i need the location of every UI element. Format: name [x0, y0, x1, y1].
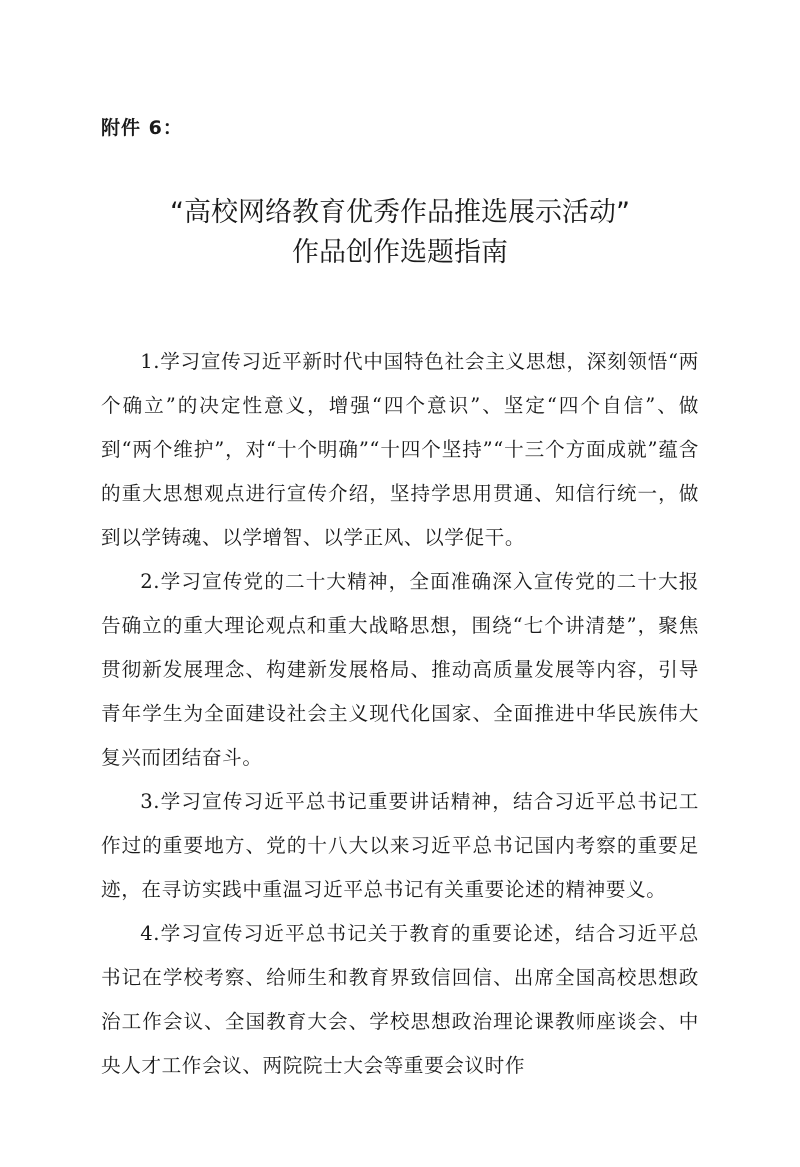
- document-title-line-1: “高校网络教育优秀作品推选展示活动”: [170, 197, 630, 228]
- paragraph-4: 4.学习宣传习近平总书记关于教育的重要论述，结合习近平总书记在学校考察、给师生和教育界致信回信、出席全国高校思想政治工作会议、全国教育大会、学校思想政治理论课教师座谈会、中央人才工作会议、两院院士大会等重要会议时作: [101, 922, 699, 1077]
- paragraph-1: 1.学习宣传习近平新时代中国特色社会主义思想，深刻领悟“两个确立”的决定性意义，增强“四个意识”、坚定“四个自信”、做到“两个维护”，对“十个明确”“十四个坚持”“十三个方面成就”蕴含的重大思想观点进行宣传介绍，坚持学思用贯通、知信行统一，做到以学铸魂、以学增智、以学正风、以学促干。: [101, 350, 699, 549]
- paragraph-2: 2.学习宣传党的二十大精神，全面准确深入宣传党的二十大报告确立的重大理论观点和重大战略思想，围绕“七个讲清楚”，聚焦贯彻新发展理念、构建新发展格局、推动高质量发展等内容，引导青年学生为全面建设社会主义现代化国家、全面推进中华民族伟大复兴而团结奋斗。: [101, 570, 699, 769]
- attachment-label: 附件 6：: [101, 117, 183, 139]
- document-title-line-2: 作品创作选题指南: [292, 237, 508, 268]
- document-body: [101, 340, 699, 1088]
- paragraph-3: 3.学习宣传习近平总书记重要讲话精神，结合习近平总书记工作过的重要地方、党的十八大以来习近平总书记国内考察的重要足迹，在寻访实践中重温习近平总书记有关重要论述的精神要义。: [101, 790, 699, 901]
